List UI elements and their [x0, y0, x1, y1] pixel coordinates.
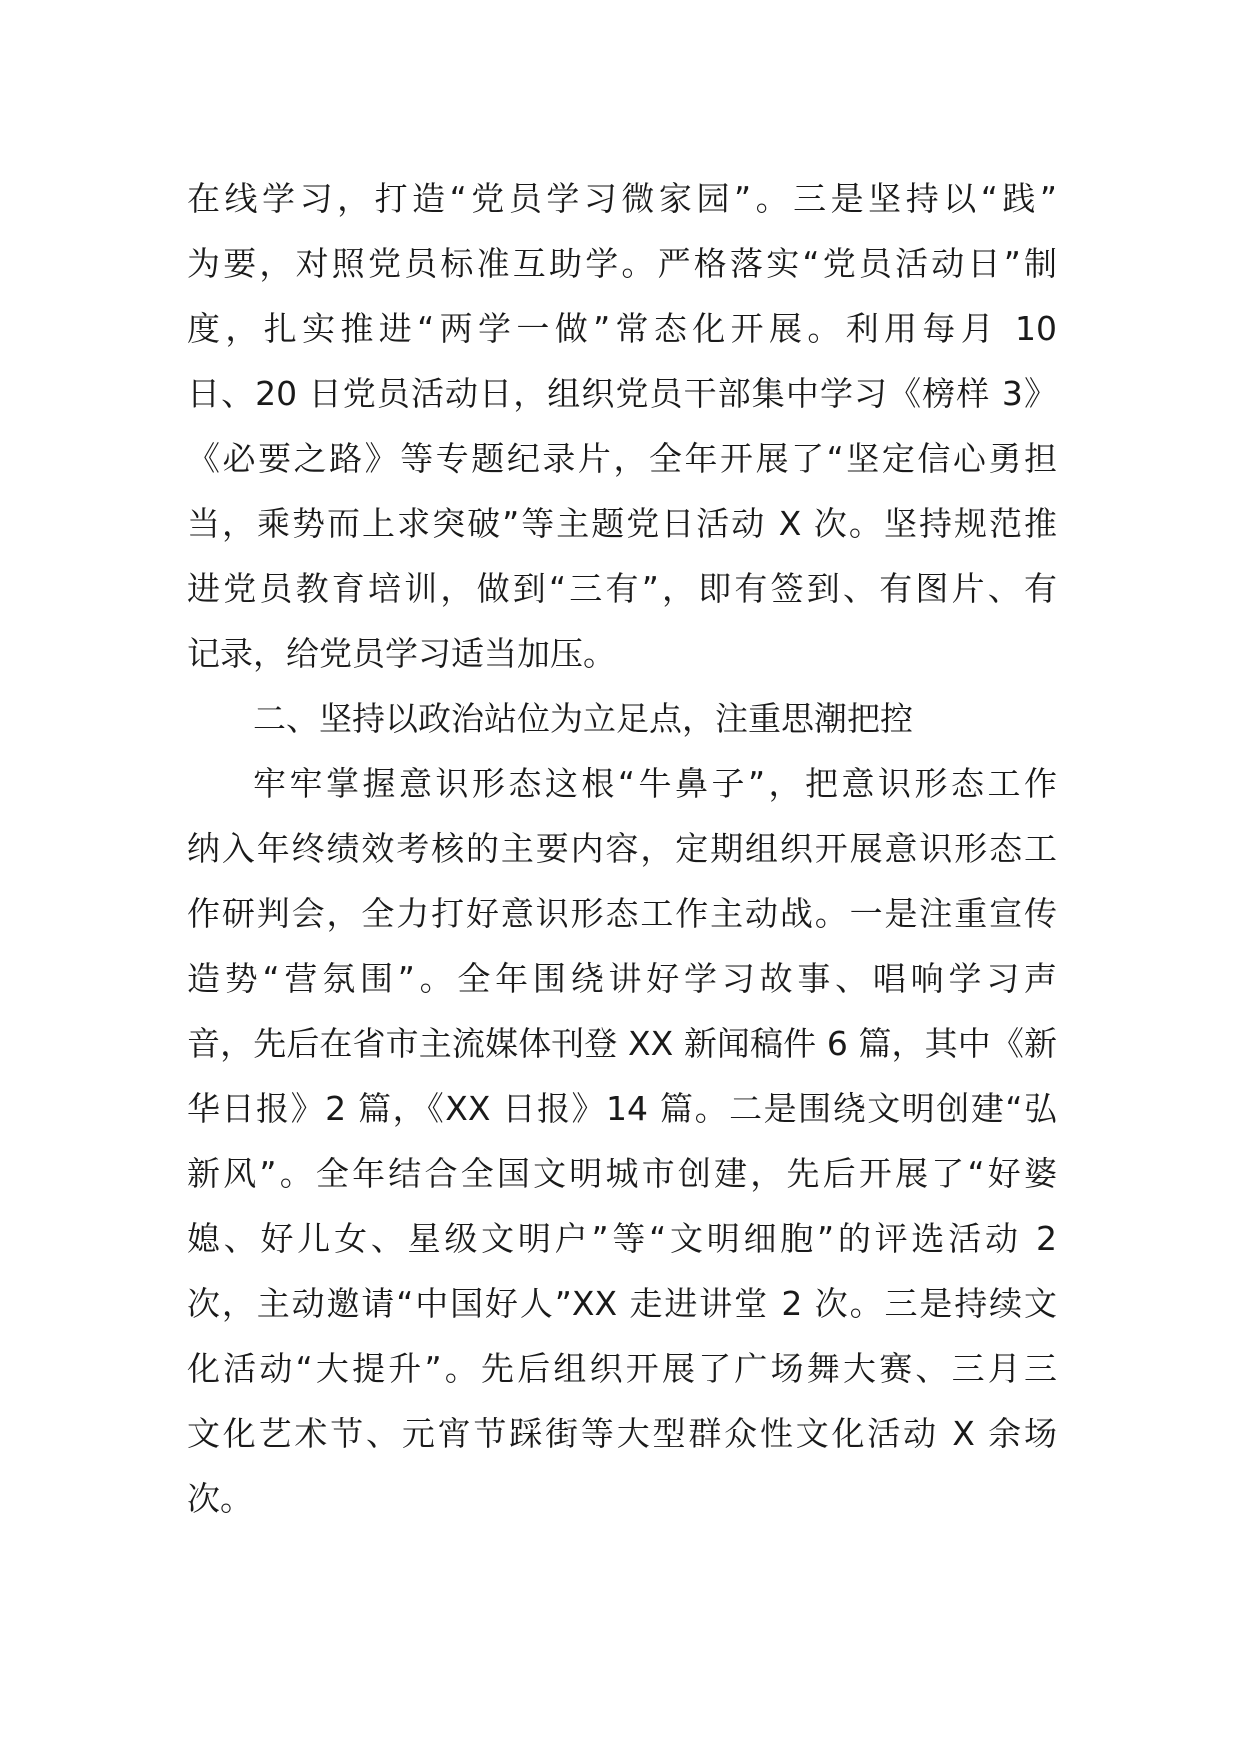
text-line: 纳入年终绩效考核的主要内容，定期组织开展意识形态工 — [187, 829, 1057, 868]
text-line: 《必要之路》等专题纪录片，全年开展了“坚定信心勇担 — [187, 439, 1057, 478]
text-line: 度，扎实推进“两学一做”常态化开展。利用每月 10 — [187, 309, 1057, 348]
text-line: 日、20 日党员活动日，组织党员干部集中学习《榜样 3》 — [187, 374, 1057, 413]
text-line: 次，主动邀请“中国好人”XX 走进讲堂 2 次。三是持续文 — [187, 1284, 1057, 1323]
paragraph-2 — [187, 751, 1057, 1531]
section-heading: 二、坚持以政治站位为立足点，注重思潮把控 — [253, 699, 913, 738]
text-line: 当，乘势而上求突破”等主题党日活动 X 次。坚持规范推 — [187, 504, 1057, 543]
text-line: 在线学习，打造“党员学习微家园”。三是坚持以“践” — [187, 179, 1057, 218]
text-line: 媳、好儿女、星级文明户”等“文明细胞”的评选活动 2 — [187, 1219, 1057, 1258]
text-line: 化活动“大提升”。先后组织开展了广场舞大赛、三月三 — [187, 1349, 1057, 1388]
text-line: 牢牢掌握意识形态这根“牛鼻子”，把意识形态工作 — [253, 764, 1057, 803]
paragraph-1 — [187, 166, 1057, 686]
text-line: 音，先后在省市主流媒体刊登 XX 新闻稿件 6 篇，其中《新 — [187, 1024, 1057, 1063]
text-line: 新风”。全年结合全国文明城市创建，先后开展了“好婆 — [187, 1154, 1057, 1193]
text-line: 次。 — [187, 1479, 253, 1518]
text-line: 造势“营氛围”。全年围绕讲好学习故事、唱响学习声 — [187, 959, 1057, 998]
document-body — [187, 166, 1057, 1531]
text-line: 为要，对照党员标准互助学。严格落实“党员活动日”制 — [187, 244, 1057, 283]
text-line: 作研判会，全力打好意识形态工作主动战。一是注重宣传 — [187, 894, 1057, 933]
text-line: 记录，给党员学习适当加压。 — [187, 634, 616, 673]
text-line: 进党员教育培训，做到“三有”，即有签到、有图片、有 — [187, 569, 1057, 608]
text-line: 华日报》2 篇，《XX 日报》14 篇。二是围绕文明创建“弘 — [187, 1089, 1057, 1128]
text-line: 文化艺术节、元宵节踩街等大型群众性文化活动 X 余场 — [187, 1414, 1057, 1453]
